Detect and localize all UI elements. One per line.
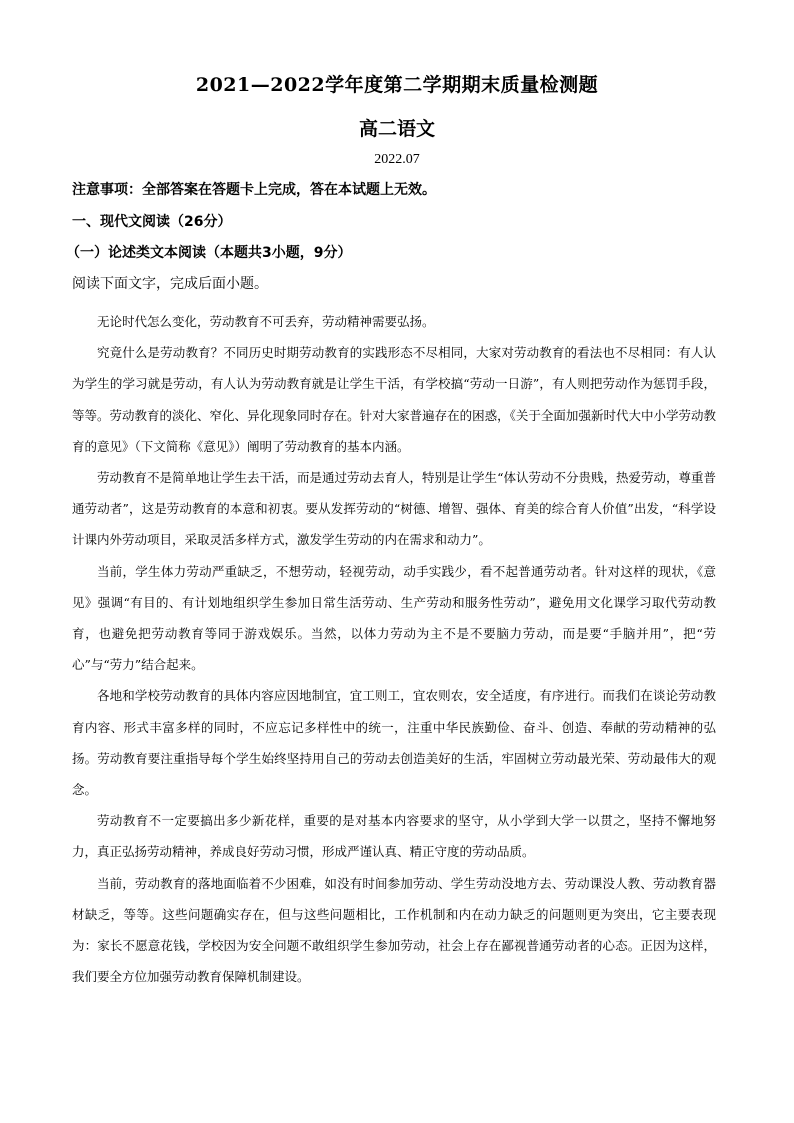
passage-paragraph: 劳动教育不是简单地让学生去干活，而是通过劳动去育人，特别是让学生“体认劳动不分贵贱，热爱劳动，尊重普通劳动者”，这是劳动教育的本意和初衷。要从发挥劳动的“树德、增智、强体、育美的综合育人价值”出发，“科学设计课内外劳动项目，采取灵活多样方式，激发学生劳动的内在需求和动力”。 xyxy=(72,470,716,548)
exam-date: 2022.07 xyxy=(374,152,420,167)
section-subheading: （一）论述类文本阅读（本题共3小题，9分） xyxy=(66,245,352,261)
passage-paragraph: 劳动教育不一定要搞出多少新花样，重要的是对基本内容要求的坚守，从小学到大学一以贯之，坚持不懈地努力，真正弘扬劳动精神，养成良好劳动习惯，形成严谨认真、精正守度的劳动品质。 xyxy=(72,813,716,860)
section-heading: 一、现代文阅读（26分） xyxy=(72,214,232,230)
notice-text: 注意事项：全部答案在答题卡上完成，答在本试题上无效。 xyxy=(72,182,436,198)
passage-text xyxy=(72,306,716,992)
exam-title: 2021—2022学年度第二学期期末质量检测题 xyxy=(195,74,599,96)
passage-paragraph: 究竟什么是劳动教育？不同历史时期劳动教育的实践形态不尽相同，大家对劳动教育的看法也不尽相同：有人认为学生的学习就是劳动，有人认为劳动教育就是让学生干活，有学校搞“劳动一日游”，有人则把劳动作为惩罚手段，等等。劳动教育的淡化、窄化、异化现象同时存在。针对大家普遍存在的困惑，《关于全面加强新时代大中小学劳动教育的意见》（下文简称《意见》）阐明了劳动教育的基本内涵。 xyxy=(72,345,716,454)
passage-paragraph: 当前，学生体力劳动严重缺乏，不想劳动，轻视劳动，动手实践少，看不起普通劳动者。针对这样的现状，《意见》强调“有目的、有计划地组织学生参加日常生活劳动、生产劳动和服务性劳动”，避免用文化课学习取代劳动教育，也避免把劳动教育等同于游戏娱乐。当然，以体力劳动为主不是不要脑力劳动，而是要“手脑并用”，把“劳心”与“劳力”结合起来。 xyxy=(72,563,716,673)
passage-paragraph: 当前，劳动教育的落地面临着不少困难，如没有时间参加劳动、学生劳动没地方去、劳动课没人教、劳动教育器材缺乏，等等。这些问题确实存在，但与这些问题相比，工作机制和内在动力缺乏的问题则更为突出，它主要表现为：家长不愿意花钱，学校因为安全问题不敢组织学生参加劳动，社会上存在鄙视普通劳动者的心态。正因为这样，我们要全方位加强劳动教育保障机制建设。 xyxy=(72,875,716,985)
passage-paragraph: 无论时代怎么变化，劳动教育不可丢弃，劳动精神需要弘扬。 xyxy=(97,314,435,329)
subject-title: 高二语文 xyxy=(358,118,435,140)
reading-instruction: 阅读下面文字，完成后面小题。 xyxy=(72,276,268,292)
passage-paragraph: 各地和学校劳动教育的具体内容应因地制宜，宜工则工，宜农则农，安全适度，有序进行。而我们在谈论劳动教育内容、形式丰富多样的同时，不应忘记多样性中的统一，注重中华民族勤俭、奋斗、创造、奉献的劳动精神的弘扬。劳动教育要注重指导每个学生始终坚持用自己的劳动去创造美好的生活，牢固树立劳动最光荣、劳动最伟大的观念。 xyxy=(72,688,716,798)
